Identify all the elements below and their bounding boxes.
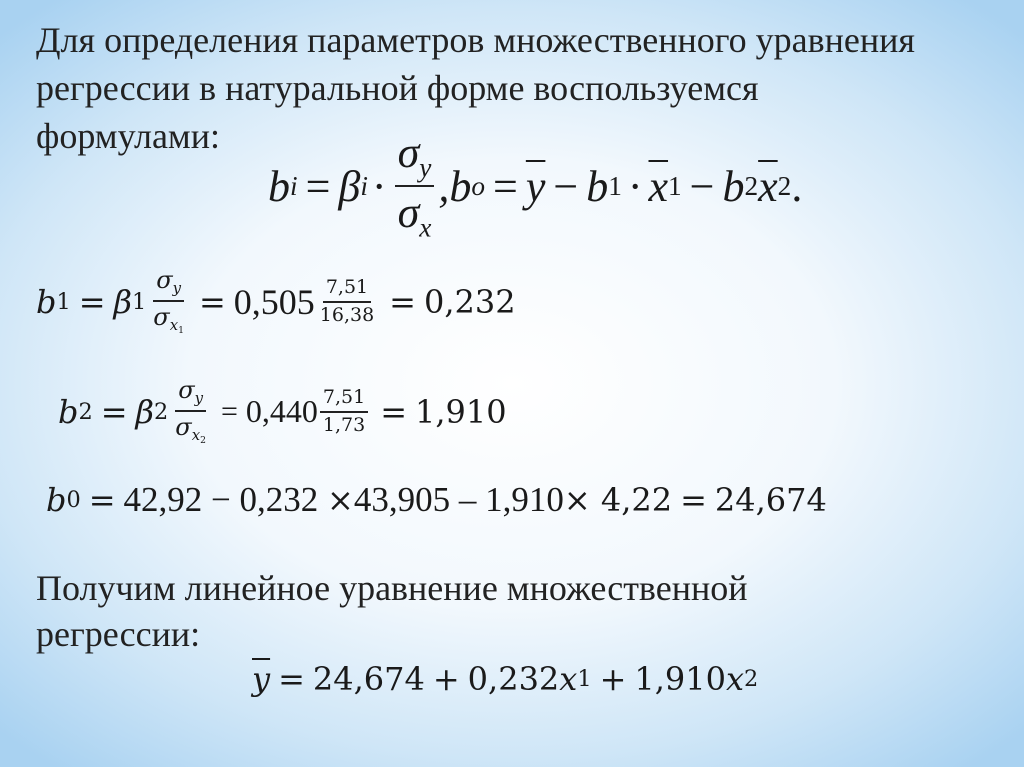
- intro-line-1: Для определения параметров множественного уравнения: [36, 20, 915, 60]
- formula-b: b: [268, 161, 290, 211]
- b1-value-fraction: $\frac{7,51}{16,38}$: [319, 276, 375, 326]
- final-coef-2: 1,910: [634, 660, 726, 698]
- b1-lhs: b: [36, 282, 57, 321]
- b1-coef: 0,505: [233, 281, 315, 322]
- formula-beta: β: [338, 161, 361, 211]
- final-ybar: $\overline{y}$: [252, 660, 271, 698]
- b0-times-2: ×: [563, 481, 591, 519]
- formula-b1: b: [586, 161, 609, 211]
- formula-eq: =: [305, 161, 331, 211]
- b2-result: 1,910: [415, 392, 507, 431]
- formula-period: .: [791, 161, 803, 211]
- b2-coef: 0,440: [245, 393, 318, 430]
- formula-ybar: $\overline{y}$: [525, 161, 546, 211]
- formula-beta-sub: i: [360, 170, 368, 201]
- b0-expr-3: 4,22: [590, 481, 673, 519]
- formula-x1bar: $\overline{x}$: [648, 161, 669, 211]
- b1-sigma-fraction: $\frac{\sigma_y}{\sigma_{x_1}}$: [153, 266, 184, 337]
- b1-equation: b 1 = β 1 $\frac{\sigma_y}{\sigma_{x_1}}$ = 0,505 $\frac{7,51}{16,38}$ = 0,232: [36, 266, 516, 337]
- formula-frac-den: $\sigma_x$: [397, 188, 432, 243]
- formula-minus-1: −: [553, 161, 579, 211]
- formula-dot-2: ·: [627, 161, 643, 211]
- formula-b-sub: i: [290, 170, 298, 201]
- b1-result: 0,232: [423, 282, 516, 321]
- b2-beta: β: [135, 392, 155, 431]
- b0-expr-2: 43,905 – 1,910: [353, 480, 564, 519]
- b0-times-1: ×: [327, 481, 354, 519]
- final-intercept: 24,674: [312, 660, 425, 698]
- formula-minus-2: −: [689, 161, 715, 211]
- b2-sigma-fraction: $\frac{\sigma_y}{\sigma_{x_2}}$: [175, 376, 206, 447]
- formula-b0-sub: o: [471, 170, 486, 201]
- b2-equation: b 2 = β 2 $\frac{\sigma_y}{\sigma_{x_2}}$ = 0,440 $\frac{7,51}{1,73}$ = 1,910: [58, 376, 507, 447]
- b0-expr-1: 42,92 − 0,232: [123, 480, 328, 519]
- formula-b2: b: [722, 161, 745, 211]
- final-coef-1: 0,232: [467, 660, 560, 698]
- b0-lhs: b: [46, 481, 67, 519]
- formula-eq-2: =: [493, 161, 518, 211]
- general-formula: b i = β i · $\frac{\sigma_y}{\sigma_x}$ ,b o = $\overline{y}$ − b 1 · $\overline{x}$ 1 − b 2 $\overline{x}$ 2 .: [268, 128, 803, 243]
- b2-value-fraction: $\frac{7,51}{1,73}$: [320, 388, 368, 436]
- conclusion-line-2: регрессии:: [36, 614, 201, 654]
- final-equation: $\overline{y}$ = 24,674 + 0,232 x 1 + 1,910 x 2: [252, 660, 759, 698]
- formula-x2bar: $\overline{x}$: [758, 161, 778, 211]
- formula-b0: ,b: [438, 161, 472, 211]
- b0-equation: b 0 = 42,92 − 0,232 × 43,905 – 1,910 × 4,22 = 24,674: [46, 480, 827, 519]
- intro-line-2: регрессии в натуральной форме воспользуемся: [36, 68, 759, 108]
- formula-fraction: [395, 130, 435, 242]
- b2-lhs: b: [58, 392, 79, 431]
- b0-result: 24,674: [714, 481, 827, 519]
- formula-frac-num: $\sigma_y$: [395, 130, 435, 187]
- conclusion-line-1: Получим линейное уравнение множественной: [36, 568, 748, 608]
- b1-beta: β: [113, 282, 133, 321]
- intro-line-3: формулами:: [36, 116, 220, 156]
- formula-dot: ·: [371, 161, 387, 211]
